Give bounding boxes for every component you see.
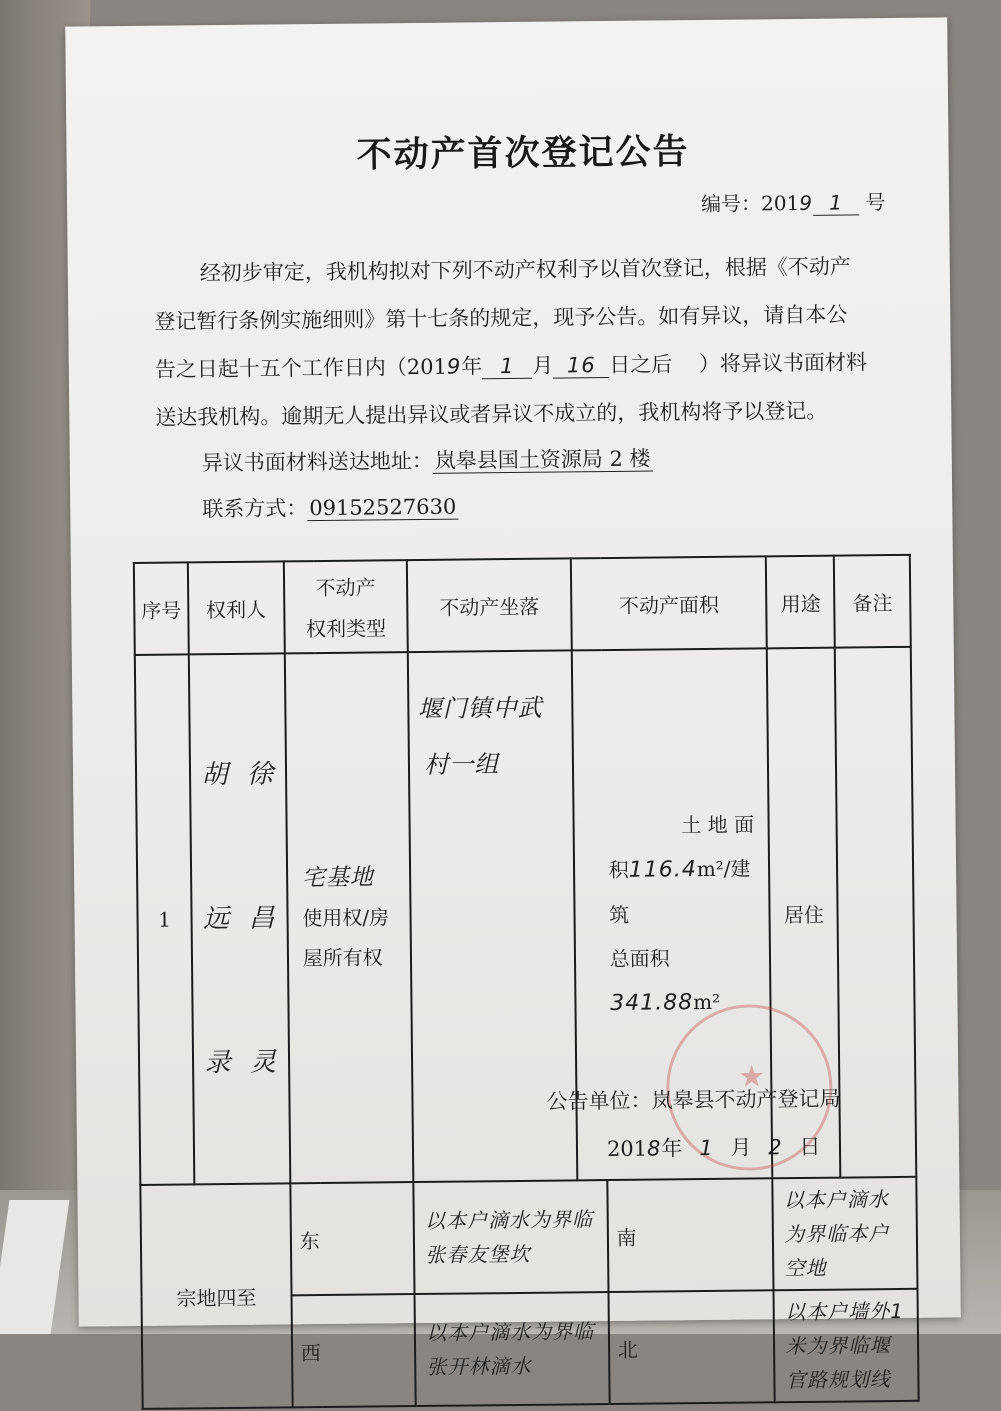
- right-type-line-2: 使用权/房: [302, 905, 390, 931]
- document-number-suffix: 号: [865, 190, 886, 215]
- area-line-2-start: 积: [608, 857, 629, 883]
- holders-line-2: 远 昌: [202, 903, 276, 935]
- holders-line-1: 胡 徐: [201, 759, 275, 791]
- boundary-west-value: 以本户滴水为界临张开林滴水: [415, 1292, 610, 1406]
- address-label: 异议书面材料送达地址：: [201, 448, 433, 476]
- boundary-west-label: 西: [291, 1294, 416, 1407]
- footer-date-year-digit: 8: [646, 1136, 662, 1161]
- footer-date-year-unit: 年: [661, 1136, 683, 1161]
- cell-holders: [189, 653, 290, 1184]
- header-right-type: [284, 560, 409, 653]
- area-line-3-end: m²: [693, 989, 721, 1015]
- address-value: 岚皋县国土资源局 2 楼: [433, 447, 653, 474]
- paragraph-deadline-month-unit: 月: [532, 353, 554, 378]
- area-line-2-end: m²/建筑: [609, 856, 751, 928]
- address-line: [202, 443, 653, 478]
- boundary-north-label: 北: [608, 1290, 775, 1404]
- registration-table: [133, 554, 920, 1410]
- paragraph-line-2: 登记暂行条例实施细则》第十七条的规定，现予公告。如有异议，请自本公: [154, 302, 848, 334]
- cell-use: 居住: [767, 648, 840, 1179]
- paragraph-line-3-start: 告之日起十五个工作日内（201: [154, 354, 448, 382]
- paragraph-line-4: 送达我机构。逾期无人提出异议或者异议不成立的，我机构将予以登记。: [155, 398, 828, 430]
- footer-date-month-unit: 月: [730, 1135, 752, 1160]
- footer-unit: 公告单位：岚皋县不动产登记局: [546, 1086, 841, 1114]
- location-line-1: 堰门镇中武: [417, 693, 543, 723]
- paragraph-deadline-month: 1: [482, 354, 532, 380]
- seal-star-icon: ★: [738, 1059, 766, 1095]
- contact-label: 联系方式：: [202, 496, 308, 522]
- location-line-2: 村一组: [424, 750, 500, 779]
- right-type-handwritten: 宅基地: [301, 864, 374, 892]
- paragraph-line-3: [155, 346, 867, 383]
- cell-right-type: [285, 652, 414, 1183]
- paragraph-deadline-year-unit: 年: [461, 354, 483, 379]
- footer-date-start: 201: [606, 1136, 648, 1162]
- boundary-row-1: [140, 1177, 917, 1297]
- area-line-1: 土 地 面: [681, 812, 755, 838]
- document-title: 不动产首次登记公告: [356, 132, 690, 176]
- boundary-south-value: 以本户滴水为界临本户空地: [773, 1177, 918, 1290]
- area-line-2: [575, 846, 770, 937]
- header-right-type-line-2: 权利类型: [305, 616, 387, 642]
- paragraph-deadline-year-digit: 9: [446, 354, 462, 379]
- area-line-3-start: 总面积: [609, 946, 670, 972]
- paragraph-line-3-end: 日之后 ）将异议书面材料: [609, 350, 868, 377]
- header-remark: 备注: [834, 555, 911, 648]
- document-number: [701, 186, 886, 217]
- boundary-south-label: 南: [607, 1178, 774, 1292]
- boundary-east-value: 以本户滴水为界临张春友堡坎: [414, 1180, 609, 1294]
- header-seq: 序号: [134, 562, 189, 655]
- area-land-value: 116.4: [628, 857, 697, 883]
- header-holder: 权利人: [188, 561, 285, 654]
- boundary-north-value: 以本户墙外1米为界临堰官路规划线: [774, 1289, 919, 1402]
- header-use: 用途: [766, 556, 835, 649]
- footer-date-day-unit: 日: [799, 1134, 821, 1160]
- cell-remark: [835, 647, 916, 1178]
- header-area: 不动产面积: [571, 556, 768, 650]
- paragraph-deadline-day: 16: [553, 353, 609, 379]
- document-number-year-digit: 9: [799, 190, 814, 215]
- boundary-label: 宗地四至: [140, 1183, 292, 1409]
- document-number-prefix: 编号：201: [700, 190, 800, 217]
- footer-date-day: 2: [768, 1135, 783, 1160]
- paragraph-line-1: 经初步审定，我机构拟对下列不动产权利予以首次登记，根据《不动产: [199, 254, 851, 286]
- document-number-value: 1: [813, 190, 859, 215]
- footer-date: [607, 1131, 821, 1163]
- notice-paper: [65, 17, 961, 1393]
- footer-date-month: 1: [699, 1135, 714, 1161]
- contact-line: [202, 491, 458, 524]
- header-location: 不动产坐落: [407, 558, 571, 652]
- boundary-east-label: 东: [290, 1182, 415, 1295]
- header-right-type-line-1: 不动产: [315, 575, 376, 601]
- holders-line-3: 录 灵: [204, 1047, 278, 1079]
- right-type-line-3: 屋所有权: [302, 945, 383, 971]
- table-header-row: [134, 555, 911, 655]
- area-building-value: 341.88: [610, 990, 694, 1016]
- contact-value: 09152527630: [307, 495, 458, 522]
- cell-seq: 1: [135, 654, 194, 1185]
